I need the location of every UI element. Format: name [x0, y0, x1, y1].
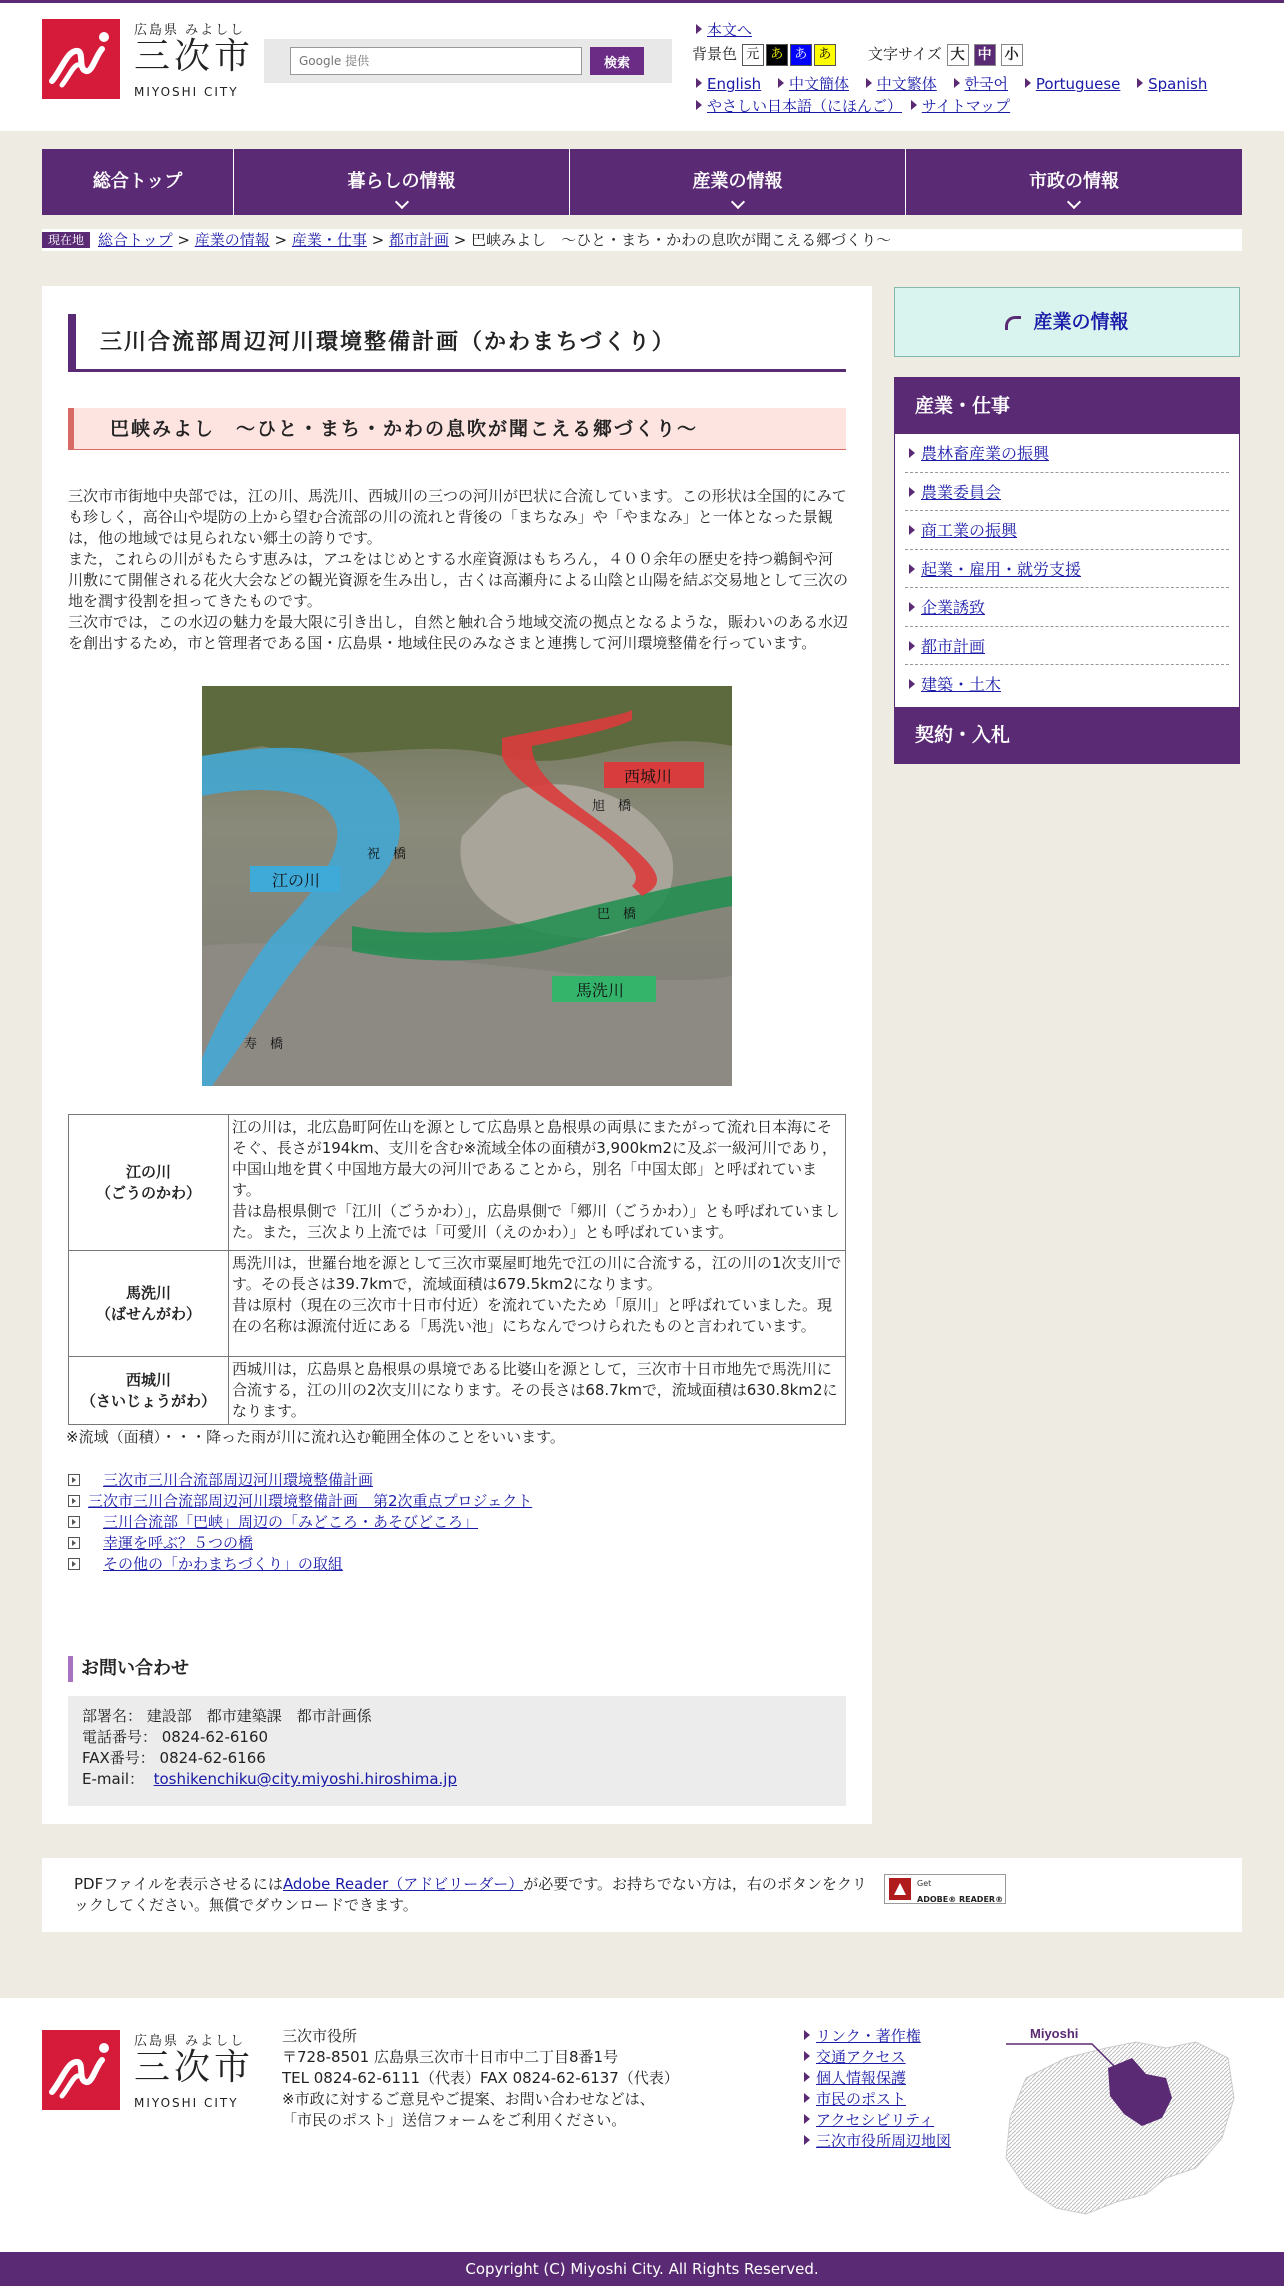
global-nav: [42, 149, 1242, 215]
contact-heading: お問い合わせ: [68, 1656, 189, 1682]
intro-paragraph: 三次市市街地中央部では，江の川、馬洗川、西城川の三つの河川が巴状に合流しています。この形状は全国的にみても珍しく，高谷山や堤防の上から望む合流部の川の流れと背後の「まちなみ」や「やまなみ」と一体となった景観は，他の地域では見られない郷土の誇りです。 また，これらの川がもたらす恵みは，アユをはじめとする水産資源はもちろん，４００余年の歴史を持つ鵜飼や河川敷にて開催される花火大会などの観光資源を生み出し，古くは高瀬舟による山陰と山陽を結ぶ交易地として三次の地を潤す役割を担ってきたものです。 三次市では，この水辺の魅力を最大限に引き出し，自然と触れ合う地域交流の拠点となるような，賑わいのある水辺を創出するため，市と管理者である国・広島県・地域住民のみなさまと連携して河川環境整備を行っています。: [68, 487, 849, 652]
river-info-table: [68, 1114, 846, 1425]
list-item: [68, 1512, 532, 1533]
lang-chinese-traditional[interactable]: 中文繁体: [876, 75, 937, 93]
chevron-down-icon: [394, 195, 408, 209]
font-size-selector: [868, 43, 1028, 66]
contact-box: [68, 1696, 846, 1806]
chevron-down-icon: [1067, 195, 1081, 209]
logo-mark-icon: [42, 19, 120, 99]
sidebar-menu: [894, 377, 1240, 764]
bg-option-blue[interactable]: あ: [790, 44, 812, 66]
copyright: Copyright (C) Miyoshi City. All Rights Reserved.: [0, 2252, 1284, 2286]
contact-dept: 部署名： 建設部 都市建築課 都市計画係: [82, 1707, 372, 1725]
footer-address: [282, 2026, 679, 2131]
sidebar-item[interactable]: 商工業の振興: [905, 511, 1229, 550]
breadcrumb-item[interactable]: 産業の情報: [194, 231, 270, 249]
footer-link[interactable]: リンク・著作権: [816, 2027, 921, 2045]
footer-office: 三次市役所: [282, 2027, 358, 2045]
link-arrow-icon: [68, 1537, 80, 1549]
gnav-industry[interactable]: 産業の情報: [570, 149, 906, 215]
sidebar-category-contract[interactable]: 契約・入札: [895, 707, 1239, 763]
photo-label-basen: 馬洗川: [576, 983, 625, 1000]
photo-label-gono: 江の川: [272, 873, 321, 890]
contact-tel: 電話番号： 0824-62-6160: [82, 1728, 269, 1746]
footer-logo[interactable]: 広島県 みよしし 三次市 MIYOSHI CITY: [42, 2030, 262, 2116]
footer-links: [804, 2026, 951, 2152]
sidebar-category[interactable]: 産業・仕事: [895, 378, 1239, 434]
sidebar-item[interactable]: 起業・雇用・就労支援: [905, 550, 1229, 589]
list-item: [68, 1554, 532, 1575]
site-search: [264, 39, 672, 83]
bg-option-default[interactable]: 元: [742, 44, 764, 66]
return-arrow-icon: [1005, 316, 1021, 330]
chevron-down-icon: [730, 195, 744, 209]
photo-label-tomoe: 巴 橋: [597, 906, 637, 921]
language-links: [696, 73, 1207, 94]
related-link[interactable]: その他の「かわまちづくり」の取組: [103, 1555, 343, 1573]
photo-label-asahi: 旭 橋: [592, 798, 632, 813]
logo-prefecture: 広島県 みよしし: [134, 23, 246, 38]
logo-roman: MIYOSHI CITY: [134, 85, 239, 99]
bg-option-black[interactable]: あ: [766, 44, 788, 66]
river-name: 馬洗川 （ばせんがわ）: [69, 1251, 229, 1357]
site-footer: [0, 1998, 1284, 2252]
map-label: Miyoshi: [1030, 2026, 1079, 2041]
footer-link[interactable]: 交通アクセス: [816, 2048, 906, 2066]
gnav-living[interactable]: 暮らしの情報: [234, 149, 570, 215]
lang-english[interactable]: English: [707, 75, 762, 93]
breadcrumb-item[interactable]: 総合トップ: [98, 231, 173, 249]
main-content: [42, 286, 872, 1824]
footer-notice: ※市政に対するご意見やご提案、お問い合わせなどは、: [282, 2090, 655, 2108]
list-item: [68, 1470, 532, 1491]
breadcrumb-current: 巴峡みよし ～ひと・まち・かわの息吹が聞こえる郷づくり～: [471, 231, 892, 249]
lang-chinese-simplified[interactable]: 中文簡体: [788, 75, 849, 93]
related-link[interactable]: 幸運を呼ぶ？５つの橋: [103, 1534, 254, 1552]
link-arrow-icon: [68, 1474, 80, 1486]
table-row: [69, 1251, 846, 1357]
related-links: [68, 1470, 532, 1575]
section-heading: 巴峡みよし ～ひと・まち・かわの息吹が聞こえる郷づくり～: [68, 408, 846, 450]
font-size-small[interactable]: 小: [1001, 44, 1023, 66]
get-adobe-reader-button[interactable]: Get ADOBE® READER®: [884, 1874, 1006, 1904]
footer-link[interactable]: 三次市役所周辺地図: [816, 2132, 952, 2150]
font-size-label: 文字サイズ: [868, 45, 942, 63]
search-input[interactable]: [290, 47, 582, 75]
link-arrow-icon: [68, 1558, 80, 1570]
list-item: [68, 1533, 532, 1554]
footer-phone: TEL 0824-62-6111（代表）FAX 0824-62-6137（代表）: [282, 2069, 679, 2087]
footer-postal: 〒728-8501 広島県三次市十日市中二丁目8番1号: [282, 2048, 619, 2066]
site-header: [0, 3, 1284, 131]
footer-notice: 「市民のポスト」送信フォームをご利用ください。: [282, 2111, 627, 2129]
contact-fax: FAX番号： 0824-62-6166: [82, 1749, 266, 1767]
arrow-icon: [696, 24, 702, 34]
related-link[interactable]: 三川合流部「巴峡」周辺の「みどころ・あそびどころ」: [103, 1513, 479, 1531]
table-row: [69, 1357, 846, 1425]
logo-city-name: 三次市: [134, 36, 255, 77]
photo-label-saijo: 西城川: [624, 769, 673, 786]
contact-email-row: E-mail： toshikenchiku@city.miyoshi.hiroshima.jp: [82, 1770, 457, 1788]
prefecture-map: [996, 2018, 1240, 2218]
footer-link[interactable]: 市民のポスト: [816, 2090, 907, 2108]
link-arrow-icon: [68, 1516, 80, 1528]
site-logo[interactable]: [42, 19, 262, 105]
font-size-medium[interactable]: 中: [974, 44, 996, 66]
sidebar-item[interactable]: 農業委員会: [905, 473, 1229, 512]
breadcrumb-item[interactable]: 産業・仕事: [291, 231, 367, 249]
breadcrumb: 現在地 総合トップ > 産業の情報 > 産業・仕事 > 都市計画 > 巴峡みよし ～ひと・まち・かわの息吹が聞こえる郷づくり～: [42, 229, 1242, 251]
sidebar-section-link[interactable]: 産業の情報: [894, 287, 1240, 357]
skip-to-content: [696, 19, 752, 40]
photo-label-iwai: 祝 橋: [367, 846, 407, 861]
list-item: [68, 1491, 532, 1512]
footer-link[interactable]: アクセシビリティ: [816, 2111, 935, 2129]
river-name: 江の川 （ごうのかわ）: [69, 1115, 229, 1251]
sidebar-item[interactable]: 企業誘致: [905, 588, 1229, 627]
area-note: ※流域（面積）・・・降った雨が川に流れ込む範囲全体のことをいいます。: [66, 1428, 565, 1446]
related-link[interactable]: 三次市三川合流部周辺河川環境整備計画 第2次重点プロジェクト: [88, 1492, 533, 1510]
river-description: 西城川は，広島県と島根県の県境である比婆山を源として，三次市十日市地先で馬洗川に合流する，江の川の2次支川になります。その長さは68.7kmで，流域面積は630.8km2になります。: [229, 1357, 846, 1425]
bg-label: 背景色: [692, 45, 738, 63]
font-size-large[interactable]: 大: [947, 44, 969, 66]
photo-label-ono: 寿 橋: [244, 1036, 284, 1051]
easy-japanese-link[interactable]: やさしい日本語（にほんご）: [707, 97, 903, 115]
river-description: 馬洗川は，世羅台地を源として三次市粟屋町地先で江の川に合流する，江の川の1次支川です。その長さは39.7kmで，流域面積は679.5km2になります。 昔は原村（現在の三次市十日市付近）を流れていたため「原川」と呼ばれていました。現在の名称は源流付近にある「馬洗い池」にちなんでつけられたものと言われています。: [229, 1251, 846, 1357]
footer-link[interactable]: 個人情報保護: [816, 2069, 907, 2087]
lang-spanish[interactable]: Spanish: [1148, 75, 1208, 93]
table-row: [69, 1115, 846, 1251]
skip-link[interactable]: 本文へ: [707, 21, 753, 39]
adobe-icon: [889, 1878, 911, 1900]
breadcrumb-item[interactable]: 都市計画: [388, 231, 449, 249]
lang-korean[interactable]: 한국어: [964, 75, 1009, 93]
page-title: 三川合流部周辺河川環境整備計画（かわまちづくり）: [68, 314, 846, 372]
sidebar-item[interactable]: 都市計画: [905, 627, 1229, 666]
related-link[interactable]: 三次市三川合流部周辺河川環境整備計画: [103, 1471, 374, 1489]
river-description: 江の川は，北広島町阿佐山を源として広島県と島根県の両県にまたがって流れ日本海にそそぐ、長さが194km、支川を含む※流域全体の面積が3,900km2に及ぶ一級河川であり，中国山地を貫く中国地方最大の河川であることから，別名「中国太郎」と呼ばれています。 昔は島根県側で「江川（ごうかわ）」，広島県側で「郷川（ごうかわ）」とも呼ばれていました。また，三次より上流では「可愛川（えのかわ）」とも呼ばれています。: [229, 1115, 846, 1251]
contact-email-link[interactable]: toshikenchiku@city.miyoshi.hiroshima.jp: [153, 1770, 457, 1788]
gnav-government[interactable]: 市政の情報: [906, 149, 1242, 215]
lang-portuguese[interactable]: Portuguese: [1035, 75, 1121, 93]
aerial-river-photo: [202, 686, 732, 1086]
pdf-notice: PDFファイルを表示させるにはAdobe Reader（アドビリーダー）が必要です。お持ちでない方は，右のボタンをクリックしてください。無償でダウンロードできます。 Get ADOBE® READER®: [42, 1858, 1242, 1932]
aux-links: [696, 95, 1010, 116]
gnav-top[interactable]: 総合トップ: [42, 149, 234, 215]
sidebar-item[interactable]: 建築・土木: [905, 665, 1229, 704]
background-color-selector: [692, 43, 838, 66]
adobe-reader-link[interactable]: Adobe Reader（アドビリーダー）: [282, 1875, 524, 1893]
breadcrumb-label: 現在地: [42, 232, 90, 248]
river-name: 西城川 （さいじょうがわ）: [69, 1357, 229, 1425]
sidebar-item[interactable]: 農林畜産業の振興: [905, 434, 1229, 473]
bg-option-yellow[interactable]: あ: [814, 44, 836, 66]
link-arrow-icon: [68, 1495, 80, 1507]
sitemap-link[interactable]: サイトマップ: [921, 97, 1011, 115]
logo-mark-icon: [42, 2030, 120, 2110]
search-button[interactable]: 検索: [590, 47, 644, 75]
